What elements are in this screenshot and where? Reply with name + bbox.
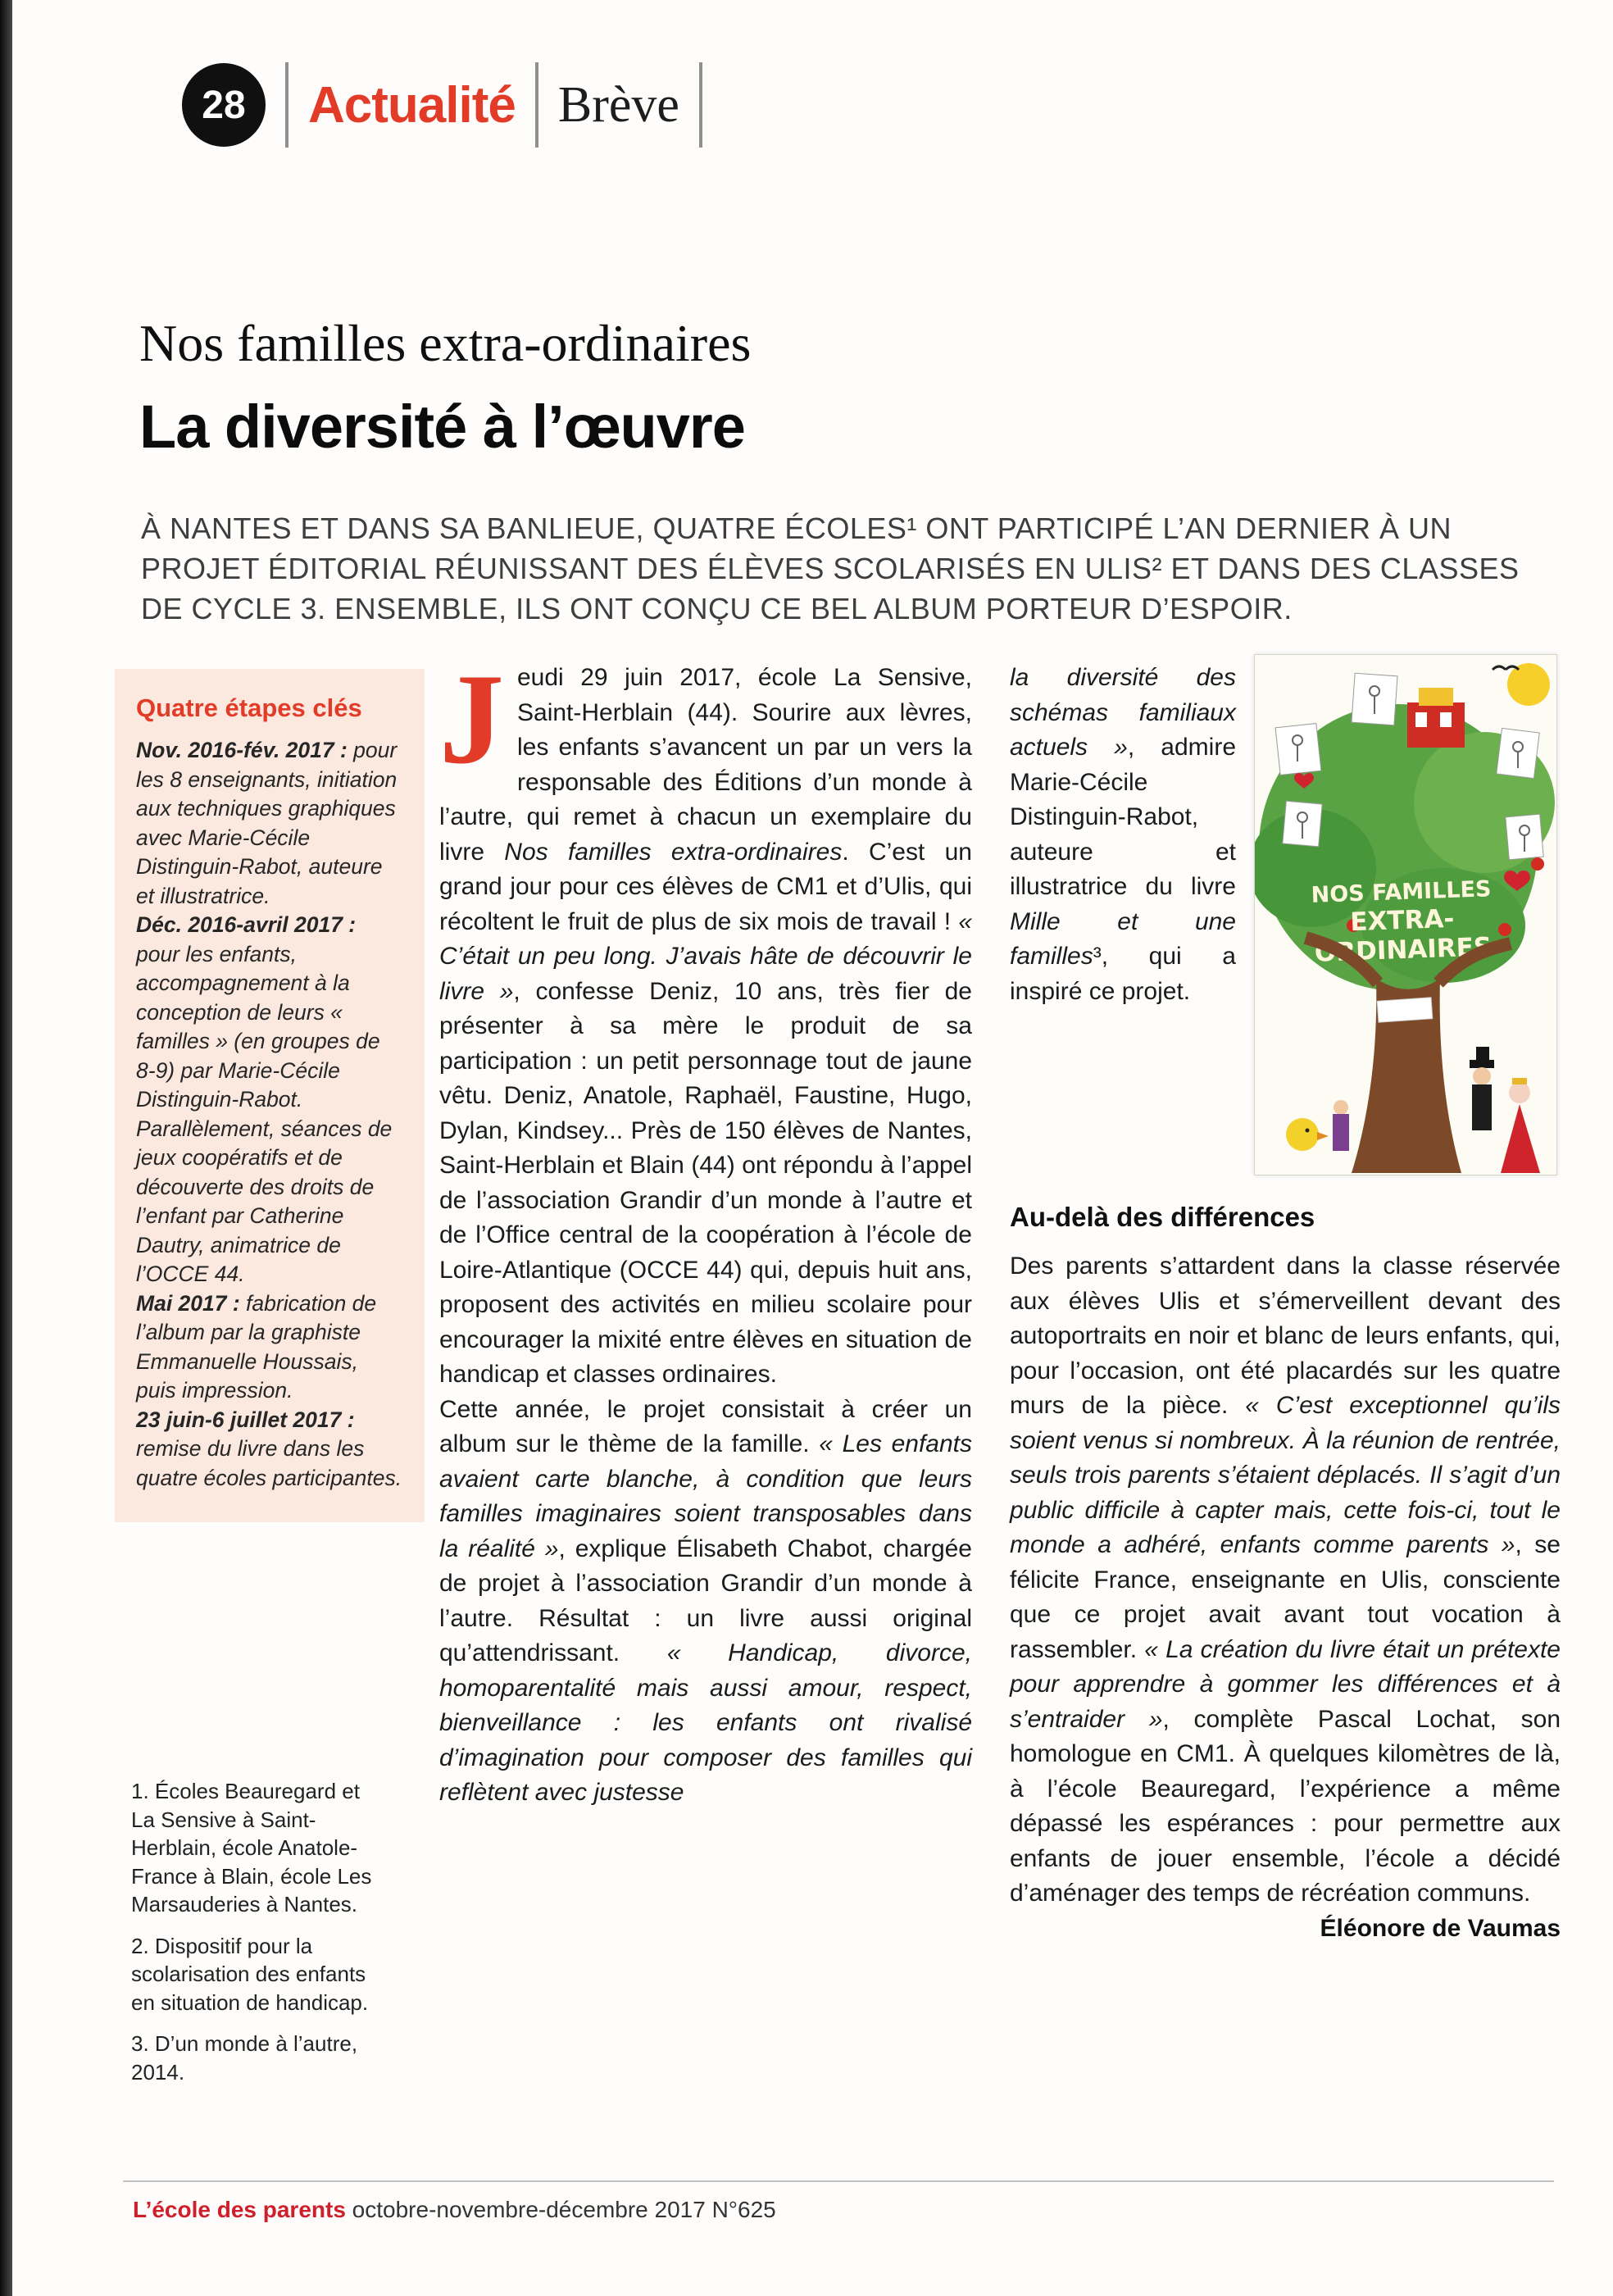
svg-text:NOS FAMILLES: NOS FAMILLES — [1311, 876, 1492, 908]
subsection-title: Brève — [557, 76, 679, 133]
sidebar-step-text: remise du livre dans les quatre écoles participantes. — [136, 1436, 402, 1490]
page-number: 28 — [202, 83, 246, 127]
sidebar-step-text: fabrication de l’album par la graphiste Emmanuelle Houssais, puis impression. — [136, 1290, 377, 1403]
sidebar-step-period: Nov. 2016-fév. 2017 : — [136, 738, 348, 762]
footnote-2: 2. Dispositif pour la scolarisation des enfants en situation de handicap. — [131, 1933, 369, 2015]
section-heading: Au-delà des différences — [1010, 1202, 1315, 1232]
book-cover-illustration — [1255, 655, 1556, 1175]
sidebar-step — [136, 736, 403, 911]
page-footer — [133, 2197, 776, 2223]
article-paragraph — [439, 1393, 972, 1811]
article-column-middle — [439, 648, 973, 1811]
magazine-title: L’école des parents — [133, 2197, 346, 2222]
issue-info: octobre-novembre-décembre 2017 N°625 — [345, 2197, 776, 2222]
sun — [1507, 663, 1550, 706]
sidebar-step — [136, 911, 403, 1289]
article-paragraph — [1010, 1249, 1561, 1942]
trunk-label — [1377, 998, 1433, 1023]
svg-text:ORDINAIRES: ORDINAIRES — [1314, 932, 1493, 968]
header-divider — [699, 62, 702, 148]
sidebar-step-text: pour les 8 enseignants, initiation aux techniques graphiques avec Marie-Cécile Distinguin-Rabot, auteure et illustratrice. — [136, 738, 398, 908]
byline: Éléonore de Vaumas — [1320, 1914, 1561, 1942]
article-column-right — [1010, 1249, 1561, 1946]
paragraph-text: Cette année, le projet consistait à créer un album sur le thème de la famille. « Les enfants avaient carte blanche, à condition que leurs familles imaginaires soient transposables dans la réalité », explique Élisabeth Chabot, chargée de projet à l’association Grandir d’un monde à l’autre. Résultat : un livre aussi original qu’attendrissant. « Handicap, divorce, homoparentalité mais aussi amour, respect, bienveillance : les enfants ont rivalisé d’imagination pour composer des familles qui reflètent avec justesse — [439, 1395, 973, 1806]
article-kicker: Nos familles extra-ordinaires — [139, 314, 752, 372]
paragraph-text: Des parents s’attardent dans la classe réservée aux élèves Ulis et s’émerveillent devant des autoportraits en noir et blanc de leurs enfants, qui, pour l’occasion, ont été placardés sur les quatre murs de la pièce. « C’est exceptionnel qu’ils soient venus si nombreux. À la réunion de rentrée, seuls trois parents s’étaient déplacés. Il s’agit d’un public difficile à capter mais, cette fois-ci, tout le monde a adhéré, enfants comme parents », se félicite France, enseignante en Ulis, consciente que ce projet avait avant tout vocation à rassembler. « La création du livre était un prétexte pour apprendre à gommer les différences et à s’entraider », complète Pascal Lochat, son homologue en CM1. À quelques kilomètres de là, à l’école Beauregard, l’expérience a même dépassé les espérances : pour permettre aux enfants de jouer ensemble, l’école a décidé d’aménager des temps de récréation communs. — [1010, 1253, 1561, 1907]
article-paragraph — [439, 648, 972, 1393]
footnote-3: 3. D’un monde à l’autre, 2014. — [131, 2031, 358, 2085]
page-number-badge — [182, 63, 266, 147]
sidebar-step-period: Déc. 2016-avril 2017 : — [136, 912, 357, 937]
paragraph-text: la diversité des schémas familiaux actuels », admire Marie-Cécile Distinguin-Rabot, auteure et illustratrice du livre Mille et une familles³, qui a inspiré ce projet. — [1010, 664, 1237, 1005]
footnotes — [131, 1777, 377, 2099]
article-standfirst: À NANTES ET DANS SA BANLIEUE, QUATRE ÉCOLES¹ ONT PARTICIPÉ L’AN DERNIER À UN PROJET ÉDITORIAL RÉUNISSANT DES ÉLÈVES SCOLARISÉS EN ULIS² ET DANS DES CLASSES DE CYCLE 3. ENSEMBLE, ILS ONT CONÇU CE BEL ALBUM PORTEUR D’ESPOIR. — [141, 511, 1520, 625]
article-column-right-top — [1010, 661, 1236, 1009]
scan-edge — [0, 0, 12, 2296]
header-divider — [285, 62, 289, 148]
drop-cap: J — [439, 648, 504, 791]
footer-rule — [123, 2180, 1554, 2182]
sidebar-step-text: pour les enfants, accompagnement à la conception de leurs « familles » (en groupes de 8-9) par Marie-Cécile Distinguin-Rabot. Parallèlement, séances de jeux coopératifs et de découverte des droits de l’enfant par Catherine Dautry, animatrice de l’OCCE 44. — [136, 941, 393, 1286]
article-headline: La diversité à l’œuvre — [139, 393, 745, 461]
header-divider — [535, 62, 538, 148]
section-title: Actualité — [308, 76, 516, 134]
purple-figure — [1333, 1100, 1349, 1151]
sidebar-step — [136, 1289, 403, 1406]
svg-text:EXTRA-: EXTRA- — [1349, 903, 1455, 938]
sidebar-title: Quatre étapes clés — [136, 693, 362, 722]
sidebar-step — [136, 1406, 403, 1494]
book-cover — [1254, 654, 1557, 1175]
sidebar-step-period: Mai 2017 : — [136, 1290, 240, 1316]
page-header — [182, 62, 702, 148]
footnote-1: 1. Écoles Beauregard et La Sensive à Saint-Herblain, école Anatole-France à Blain, école Les Marsauderies à Nantes. — [131, 1779, 372, 1916]
sidebar-key-steps-box — [115, 669, 425, 1522]
sidebar-step-period: 23 juin-6 juillet 2017 : — [136, 1407, 355, 1432]
paragraph-text: eudi 29 juin 2017, école La Sensive, Saint-Herblain (44). Sourire aux lèvres, les enfants s’avancent un par un vers la responsable des Éditions d’un monde à l’autre, qui remet à chacun un exemplaire du livre Nos familles extra-ordinaires. C’est un grand jour pour ces élèves de CM1 et d’Ulis, qui récoltent le fruit de plus de six mois de travail ! « C’était un peu long. J’avais hâte de découvrir le livre », confesse Deniz, 10 ans, très fier de présenter à sa mère le produit de sa participation : un petit personnage tout de jaune vêtu. Deniz, Anatole, Raphaël, Faustine, Hugo, Dylan, Kindsey... Près de 150 élèves de Nantes, Saint-Herblain et Blain (44) ont répondu à l’appel de l’association Grandir d’un monde à l’autre et de l’Office central de la coopération à l’école de Loire-Atlantique (OCCE 44) qui, depuis huit ans, proposent des activités en milieu scolaire pour encourager la mixité entre élèves en situation de handicap et classes ordinaires. — [439, 664, 972, 1388]
